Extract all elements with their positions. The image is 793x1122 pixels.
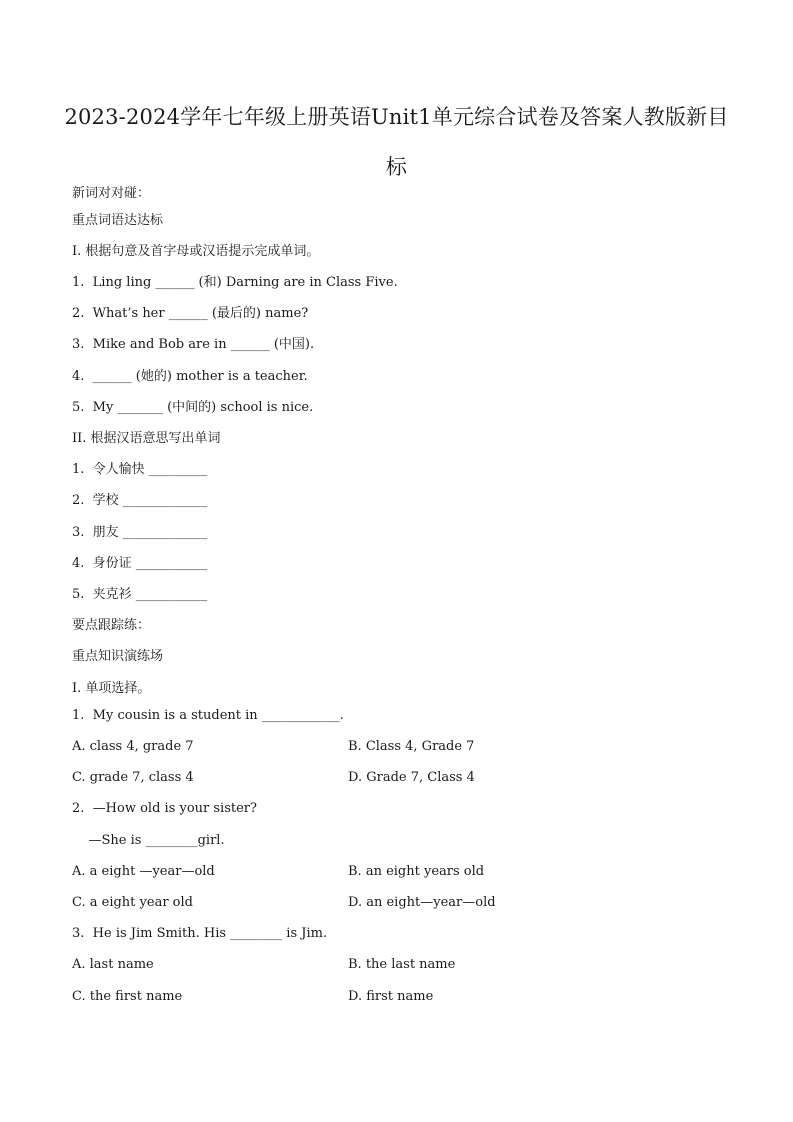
translate-item-2: 2. 学校 _____________ <box>72 493 208 508</box>
question-1-option-c: C. grade 7, class 4 <box>72 770 194 785</box>
question-3-option-b: B. the last name <box>348 957 456 972</box>
page-title: 2023-2024学年七年级上册英语Unit1单元综合试卷及答案人教版新目标 <box>64 105 729 179</box>
question-3-option-d: D. first name <box>348 989 434 1004</box>
fill-in-item-4: 4. ______ (她的) mother is a teacher. <box>72 369 308 384</box>
question-2-option-c: C. a eight year old <box>72 895 193 910</box>
question-2-option-d: D. an eight—year—old <box>348 895 496 910</box>
question-3-option-c: C. the first name <box>72 989 183 1004</box>
fill-in-item-5: 5. My _______ (中间的) school is nice. <box>72 400 314 415</box>
question-2-option-b: B. an eight years old <box>348 864 485 879</box>
fill-in-item-1: 1. Ling ling ______ (和) Darning are in Class Five. <box>72 275 398 290</box>
translate-item-4: 4. 身份证 ___________ <box>72 556 208 571</box>
question-2-stem-line2: —She is ________girl. <box>72 833 225 848</box>
question-1-option-b: B. Class 4, Grade 7 <box>348 739 475 754</box>
section-heading-practice: 要点跟踪练： <box>72 618 151 633</box>
section-subheading-key-words: 重点词语达达标 <box>72 213 164 228</box>
part1-instruction: I. 根据句意及首字母或汉语提示完成单词。 <box>72 244 320 259</box>
translate-item-5: 5. 夹克衫 ___________ <box>72 587 208 602</box>
part2-instruction: II. 根据汉语意思写出单词 <box>72 431 221 446</box>
question-3-option-a: A. last name <box>72 957 154 972</box>
choice-instruction: I. 单项选择。 <box>72 681 151 696</box>
translate-item-3: 3. 朋友 _____________ <box>72 525 208 540</box>
question-2-option-a: A. a eight —year—old <box>72 864 215 879</box>
fill-in-item-2: 2. What’s her ______ (最后的) name? <box>72 306 309 321</box>
question-3-stem: 3. He is Jim Smith. His ________ is Jim. <box>72 926 328 941</box>
section-heading-new-words: 新词对对碰： <box>72 186 151 201</box>
question-2-stem: 2. —How old is your sister? <box>72 801 257 816</box>
fill-in-item-3: 3. Mike and Bob are in ______ (中国). <box>72 337 315 352</box>
translate-item-1: 1. 令人愉快 _________ <box>72 462 208 477</box>
question-1-stem: 1. My cousin is a student in ____________. <box>72 708 344 723</box>
question-1-option-d: D. Grade 7, Class 4 <box>348 770 475 785</box>
section-subheading-practice: 重点知识演练场 <box>72 649 164 664</box>
question-1-option-a: A. class 4, grade 7 <box>72 739 194 754</box>
